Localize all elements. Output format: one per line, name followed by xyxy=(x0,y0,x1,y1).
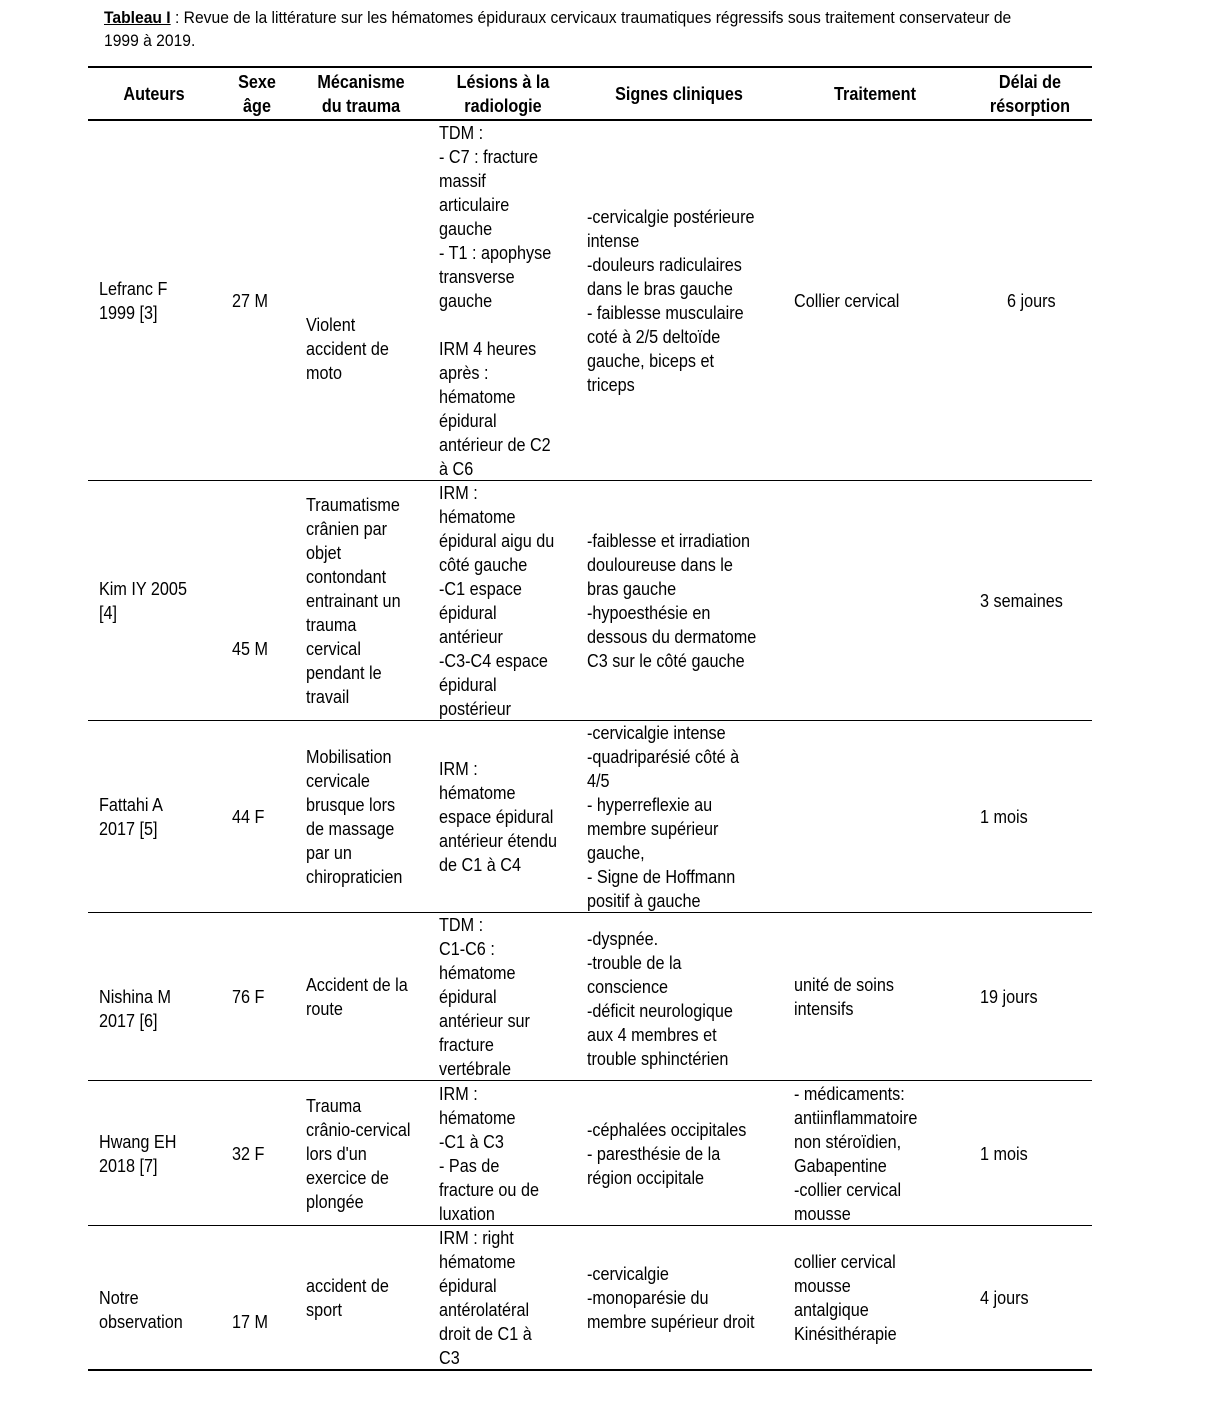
cell-signes: -cervicalgie postérieure intense -douleurs radiculaires dans le bras gauche - faiblesse musculaire coté à 2/5 deltoïde gauche, biceps et triceps xyxy=(587,207,755,395)
cell-traitement: Collier cervical xyxy=(794,291,900,311)
cell-lesions: IRM : right hématome épidural antérolatéral droit de C1 à C3 xyxy=(439,1228,532,1368)
header-sexe-age: Sexe âge xyxy=(238,72,276,116)
cell-mecanisme: Mobilisation cervicale brusque lors de massage par un chiropraticien xyxy=(306,747,403,887)
header-auteurs: Auteurs xyxy=(123,84,185,104)
cell-mecanisme: Traumatisme crânien par objet contondant entrainant un trauma cervical pendant le travail xyxy=(306,495,401,707)
cell-sexe-age: 17 M xyxy=(232,1312,269,1332)
cell-lesions: IRM : hématome -C1 à C3 - Pas de fracture ou de luxation xyxy=(439,1084,539,1224)
cell-signes: -céphalées occipitales - paresthésie de la région occipitale xyxy=(587,1120,747,1188)
cell-signes: -faiblesse et irradiation douloureuse dans le bras gauche -hypoesthésie en dessous du dermatome C3 sur le côté gauche xyxy=(587,531,757,671)
header-mecanisme: Mécanisme du trauma xyxy=(317,72,405,116)
cell-delai: 19 jours xyxy=(980,987,1038,1007)
cell-mecanisme: Trauma crânio-cervical lors d'un exercice de plongée xyxy=(306,1096,411,1212)
caption-text: : Revue de la littérature sur les hématomes épiduraux cervicaux traumatiques régressifs sous traitement conservateur de 1999 à 2019. xyxy=(104,8,1012,50)
cell-traitement: - médicaments: antiinflammatoire non stéroïdien, Gabapentine -collier cervical mousse xyxy=(794,1084,918,1224)
cell-sexe-age: 44 F xyxy=(232,807,265,827)
cell-auteurs: Fattahi A 2017 [5] xyxy=(99,795,163,839)
cell-auteurs: Nishina M 2017 [6] xyxy=(99,987,172,1031)
cell-auteurs: Notre observation xyxy=(99,1288,183,1332)
cell-mecanisme: Accident de la route xyxy=(306,975,408,1019)
table-bottom-rule xyxy=(88,1369,1092,1371)
cell-delai: 1 mois xyxy=(980,1144,1028,1164)
row-divider xyxy=(88,480,1092,481)
row-divider xyxy=(88,1225,1092,1226)
cell-delai: 4 jours xyxy=(980,1288,1029,1308)
caption-label: Tableau I xyxy=(104,8,171,27)
cell-sexe-age: 76 F xyxy=(232,987,265,1007)
cell-signes: -dyspnée. -trouble de la conscience -déficit neurologique aux 4 membres et trouble sphinctérien xyxy=(587,929,733,1069)
header-bottom-rule xyxy=(88,119,1092,121)
cell-auteurs: Lefranc F 1999 [3] xyxy=(99,279,168,323)
table-top-rule xyxy=(88,66,1092,68)
cell-auteurs: Kim IY 2005 [4] xyxy=(99,579,187,623)
header-signes: Signes cliniques xyxy=(615,84,743,104)
cell-delai: 1 mois xyxy=(980,807,1028,827)
cell-lesions: TDM : - C7 : fracture massif articulaire gauche - T1 : apophyse transverse gauche IRM 4 heures après : hématome épidural antérieur de C2 à C6 xyxy=(439,123,552,479)
cell-traitement: unité de soins intensifs xyxy=(794,975,894,1019)
cell-lesions: IRM : hématome épidural aigu du côté gauche -C1 espace épidural antérieur -C3-C4 espace épidural postérieur xyxy=(439,483,555,719)
cell-lesions: TDM : C1-C6 : hématome épidural antérieur sur fracture vertébrale xyxy=(439,915,530,1079)
cell-signes: -cervicalgie -monoparésie du membre supérieur droit xyxy=(587,1264,755,1332)
header-lesions: Lésions à la radiologie xyxy=(456,72,550,116)
cell-delai: 3 semaines xyxy=(980,591,1063,611)
header-delai: Délai de résorption xyxy=(989,72,1071,116)
cell-auteurs: Hwang EH 2018 [7] xyxy=(99,1132,177,1176)
row-divider xyxy=(88,1080,1092,1081)
cell-signes: -cervicalgie intense -quadriparésié côté à 4/5 - hyperreflexie au membre supérieur gauche, - Signe de Hoffmann positif à gauche xyxy=(587,723,740,911)
cell-sexe-age: 45 M xyxy=(232,639,269,659)
cell-sexe-age: 32 F xyxy=(232,1144,265,1164)
cell-traitement: collier cervical mousse antalgique Kinésithérapie xyxy=(794,1252,897,1344)
cell-sexe-age: 27 M xyxy=(232,291,269,311)
table-caption xyxy=(104,6,1024,52)
header-traitement: Traitement xyxy=(834,84,916,104)
cell-lesions: IRM : hématome espace épidural antérieur étendu de C1 à C4 xyxy=(439,759,557,875)
cell-mecanisme: accident de sport xyxy=(306,1276,389,1320)
cell-delai: 6 jours xyxy=(1007,291,1056,311)
cell-mecanisme: Violent accident de moto xyxy=(306,315,389,383)
